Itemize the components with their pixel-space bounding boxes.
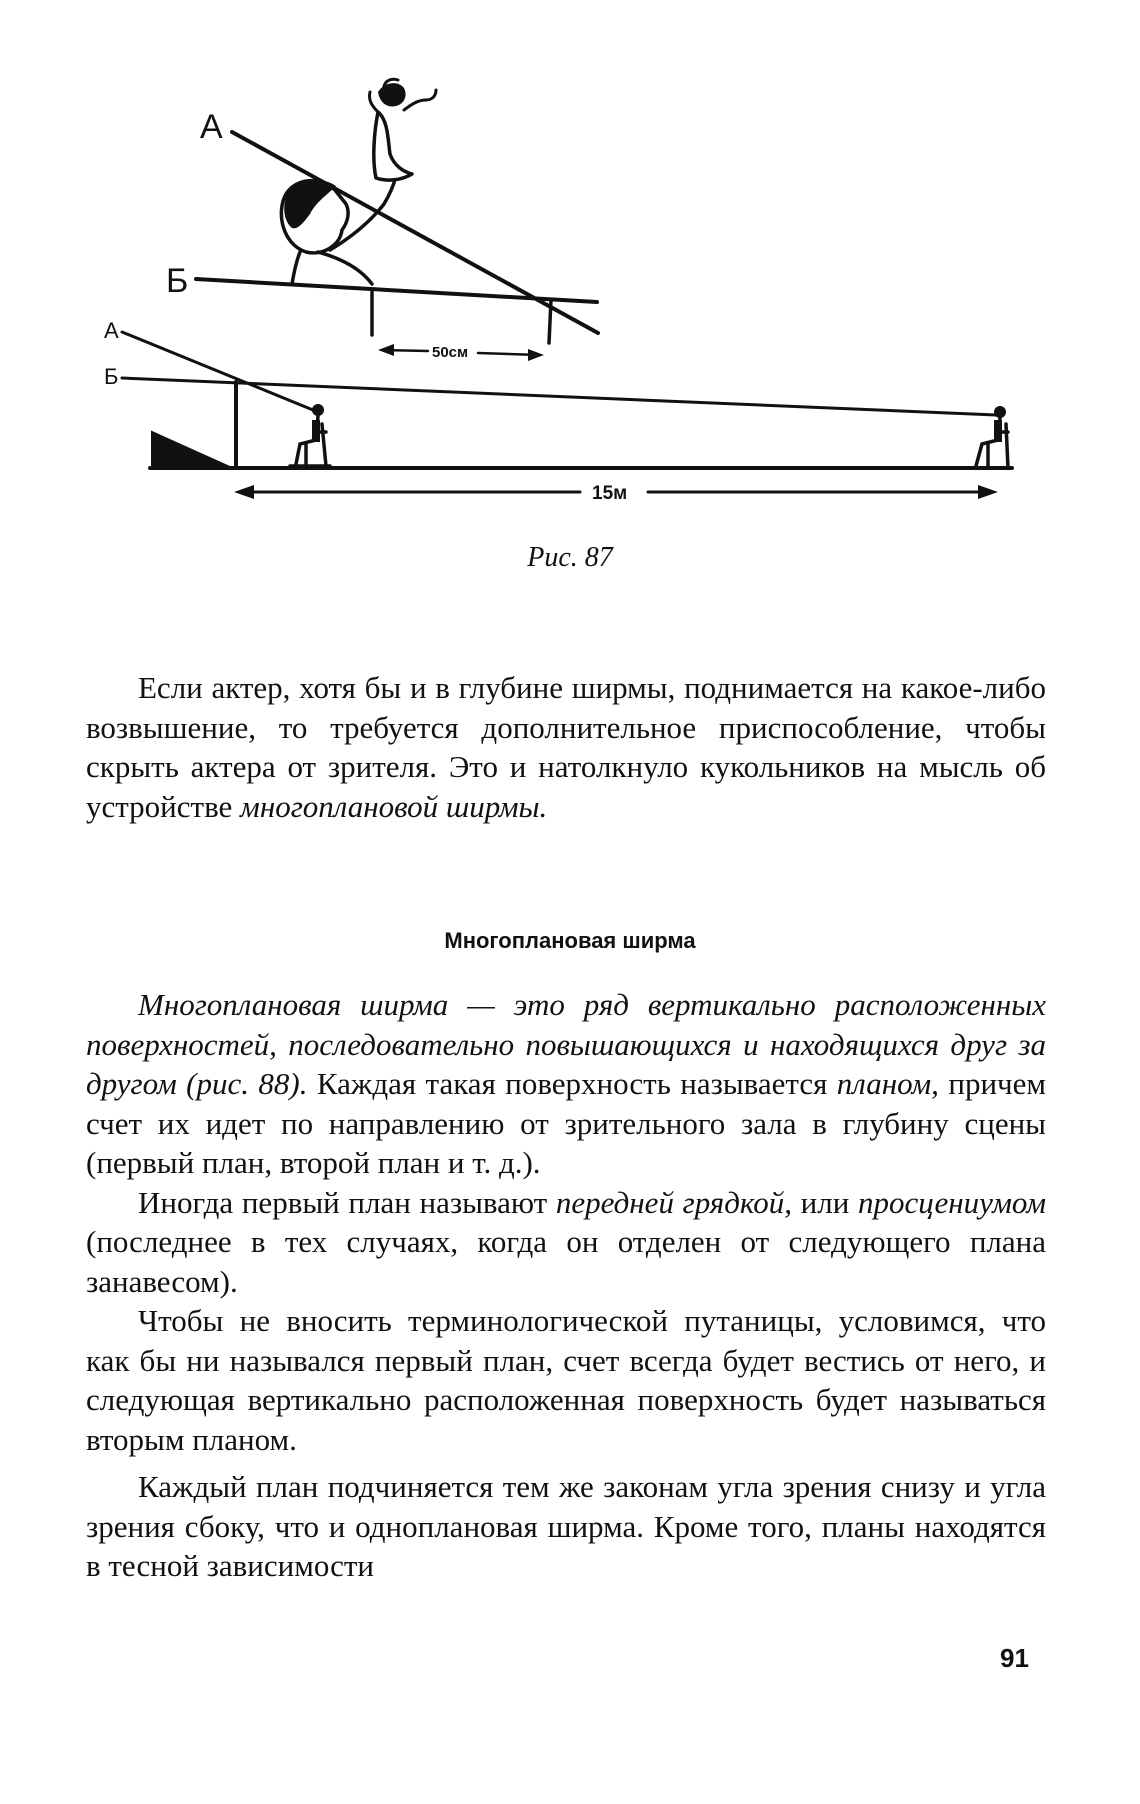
distance-arrowhead-right (978, 485, 998, 499)
dim-arrowhead-right (528, 349, 544, 361)
dimension-15m-label: 15м (592, 483, 628, 504)
viewer-near-icon (290, 404, 330, 466)
puppet-body (374, 112, 412, 180)
puppet-head (378, 83, 406, 106)
paragraph-2-definition: Многоплановая ширма — это ряд вертикально расположенных поверхностей, последовательно повышающихся и находящихся друг за другом (рис. 88). (86, 987, 1046, 1101)
figure-caption: Рис. 87 (527, 542, 613, 573)
label-a-top: А (200, 108, 223, 146)
paragraph-1-italic: многоплановой ширмы. (240, 788, 548, 824)
section-heading: Многоплановая ширма (444, 928, 696, 953)
distance-arrowhead-left (234, 485, 254, 499)
page-number: 91 (1000, 1643, 1029, 1673)
paragraph-1-text: Если актер, хотя бы и в глубине ширмы, поднимается на какое-либо возвышение, то требуется дополнительное приспособление, чтобы скрыть актера от зрителя. Это и натолкнуло кукольников на мысль об устройстве (86, 670, 1046, 824)
child-body (292, 252, 300, 284)
screen-line-b-bottom (122, 378, 996, 415)
paragraph-2-text-a: Каждая такая поверхность называется (307, 1066, 837, 1101)
upper-diagram (196, 79, 598, 361)
paragraph-3-text-b: или (791, 1184, 858, 1220)
paragraph-2-text-b: причем счет их идет по направлению от зрительного зала в глубину сцены (первый план, второй план и т. д.). (86, 1066, 1046, 1180)
sight-line-a-bottom (122, 332, 313, 410)
paragraph-3-text-c: (последнее в тех случаях, когда он отделен от следующего плана занавесом). (86, 1224, 1046, 1299)
puppet-arm-left (369, 92, 378, 112)
puppet-arm-right (404, 90, 436, 110)
label-a-bottom: А (104, 318, 119, 343)
paragraph-5: Каждый план подчиняется тем же законам угла зрения снизу и угла зрения сбоку, что и одноплановая ширма. Кроме того, планы находятся в тесной зависимости (86, 1469, 1046, 1583)
paragraph-1 (86, 668, 1046, 826)
paragraph-3-term-b: просцениумом (857, 1184, 1046, 1220)
section-body (86, 985, 1046, 1586)
paragraph-3-text-a: Иногда первый план называют (138, 1184, 556, 1220)
label-b-top: Б (166, 262, 189, 300)
label-b-bottom: Б (104, 364, 119, 389)
child-back (318, 252, 372, 284)
dimension-50cm-label: 50см (432, 344, 469, 361)
dim-tick-right (549, 300, 551, 343)
dim-arrowhead-left (378, 344, 394, 356)
paragraph-3-term-a: передней грядкой, (555, 1184, 792, 1220)
paragraph-2 (86, 985, 1046, 1183)
figure-87 (0, 0, 1140, 600)
paragraph-3 (86, 1183, 1046, 1302)
ramp (152, 432, 232, 468)
lower-diagram (122, 332, 1012, 499)
paragraph-4: Чтобы не вносить терминологической путаницы, условимся, что как бы ни назывался первый план, счет всегда будет вестись от него, и следующая вертикально расположенная поверхность будет называться вторым планом. (86, 1303, 1046, 1457)
paragraph-2-term: планом, (836, 1066, 939, 1101)
screen-line-b-top (196, 279, 597, 302)
